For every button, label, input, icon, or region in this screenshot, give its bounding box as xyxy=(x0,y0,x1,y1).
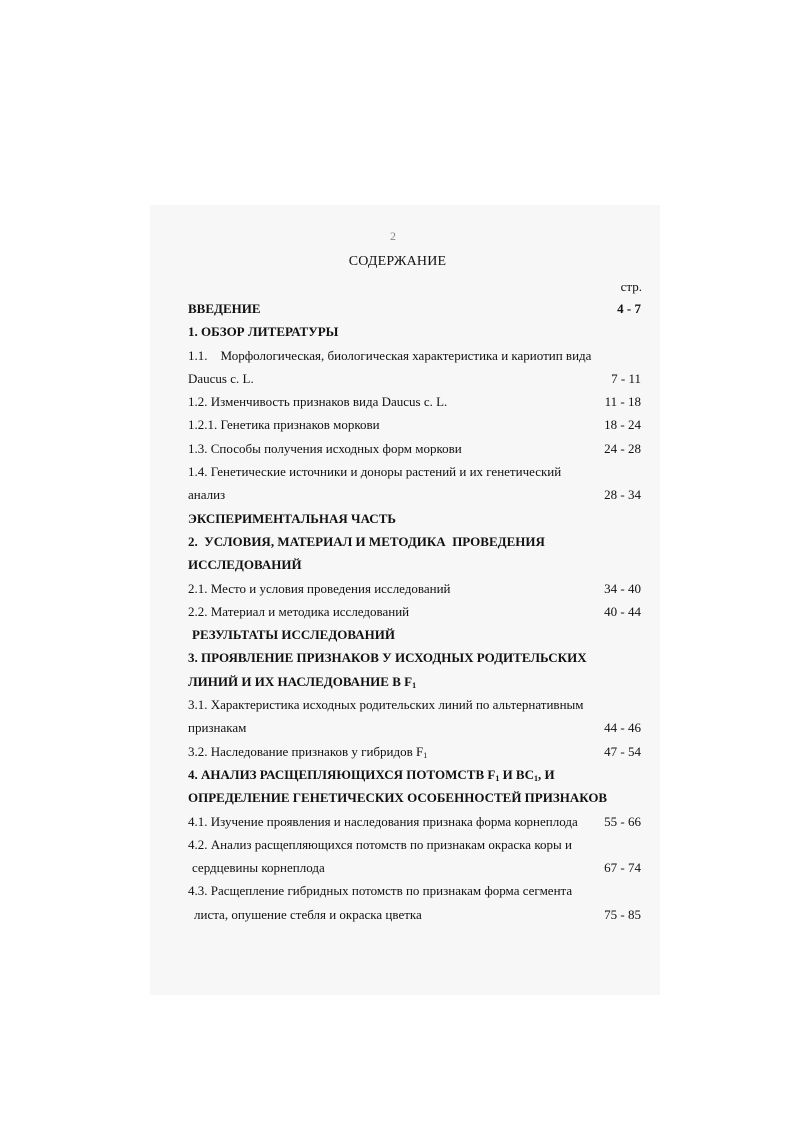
toc-entry xyxy=(188,483,641,506)
toc-entry xyxy=(188,367,641,390)
toc-entry xyxy=(188,786,641,809)
toc-entry-title: листа, опушение стебля и окраска цветка xyxy=(194,906,422,922)
toc-entry-title: 1.4. Генетические источники и доноры растений и их генетический xyxy=(188,464,562,480)
toc-entry-pages: 11 - 18 xyxy=(604,394,641,410)
toc-entry xyxy=(188,530,641,553)
toc-entry xyxy=(188,297,641,320)
toc-entry-pages: 7 - 11 xyxy=(611,370,641,386)
toc-entry xyxy=(188,623,641,646)
toc-entry-pages: 47 - 54 xyxy=(604,743,641,759)
toc-entry-title: ИССЛЕДОВАНИЙ xyxy=(188,557,302,573)
table-of-contents xyxy=(188,297,641,926)
toc-entry-title: 3.1. Характеристика исходных родительских линий по альтернативным xyxy=(188,697,584,713)
toc-entry-title: 3. ПРОЯВЛЕНИЕ ПРИЗНАКОВ У ИСХОДНЫХ РОДИТЕЛЬСКИХ xyxy=(188,650,587,666)
toc-entry-pages: 24 - 28 xyxy=(604,440,641,456)
toc-entry-pages: 67 - 74 xyxy=(604,860,641,876)
toc-entry xyxy=(188,577,641,600)
toc-entry-title: 1.2.1. Генетика признаков моркови xyxy=(188,417,380,433)
toc-entry xyxy=(188,693,641,716)
toc-entry-title: 1. ОБЗОР ЛИТЕРАТУРЫ xyxy=(188,324,339,340)
page-number: 2 xyxy=(390,229,396,243)
toc-entry xyxy=(188,646,641,669)
toc-entry-pages: 28 - 34 xyxy=(604,487,641,503)
toc-entry-title: РЕЗУЛЬТАТЫ ИССЛЕДОВАНИЙ xyxy=(192,627,395,643)
toc-entry-title: 4.2. Анализ расщепляющихся потомств по признакам окраска коры и xyxy=(188,836,572,852)
pages-column-label: стр. xyxy=(620,279,642,294)
toc-entry xyxy=(188,320,641,343)
toc-entry xyxy=(188,879,641,902)
toc-entry-title: ЭКСПЕРИМЕНТАЛЬНАЯ ЧАСТЬ xyxy=(188,510,396,526)
toc-entry xyxy=(188,507,641,530)
toc-entry-pages: 75 - 85 xyxy=(604,906,641,922)
toc-entry-title: 4.3. Расщепление гибридных потомств по признакам форма сегмента xyxy=(188,883,573,899)
toc-entry xyxy=(188,553,641,576)
toc-entry xyxy=(188,763,641,786)
toc-entry xyxy=(188,856,641,879)
toc-entry-title: признакам xyxy=(188,720,247,736)
toc-entry-title: Daucus c. L. xyxy=(188,370,254,386)
toc-entry xyxy=(188,390,641,413)
toc-entry-title: 4. АНАЛИЗ РАСЩЕПЛЯЮЩИХСЯ ПОТОМСТВ $F_1$ И $ВС_1$, И xyxy=(188,766,555,783)
toc-entry xyxy=(188,437,641,460)
toc-entry xyxy=(188,413,641,436)
toc-entry xyxy=(188,670,641,693)
toc-entry xyxy=(188,810,641,833)
toc-entry xyxy=(188,460,641,483)
toc-entry-title: сердцевины корнеплода xyxy=(192,860,325,876)
toc-entry-title: 1.1. Морфологическая, биологическая характеристика и кариотип вида xyxy=(188,347,592,363)
toc-entry xyxy=(188,716,641,739)
toc-entry-pages: 55 - 66 xyxy=(604,813,641,829)
toc-entry-title: 4.1. Изучение проявления и наследования признака форма корнеплода xyxy=(188,813,578,829)
toc-entry-title: 2.2. Материал и методика исследований xyxy=(188,603,410,619)
toc-entry-title: анализ xyxy=(188,487,226,503)
toc-entry-pages: 18 - 24 xyxy=(604,417,641,433)
toc-entry-title: 3.2. Наследование признаков у гибридов $F_1$ xyxy=(188,743,428,760)
page-title: СОДЕРЖАНИЕ xyxy=(348,254,447,269)
toc-entry-pages: 44 - 46 xyxy=(604,720,641,736)
toc-entry-title: ЛИНИЙ И ИХ НАСЛЕДОВАНИЕ В $F_1$ xyxy=(188,673,417,690)
toc-entry-pages: 34 - 40 xyxy=(604,580,641,596)
toc-entry xyxy=(188,600,641,623)
toc-entry xyxy=(188,344,641,367)
toc-entry xyxy=(188,740,641,763)
toc-entry-title: 1.3. Способы получения исходных форм моркови xyxy=(188,440,462,456)
toc-entry-pages: 4 - 7 xyxy=(617,301,641,316)
toc-entry xyxy=(188,833,641,856)
toc-entry-title: ОПРЕДЕЛЕНИЕ ГЕНЕТИЧЕСКИХ ОСОБЕННОСТЕЙ ПРИЗНАКОВ xyxy=(188,790,608,806)
toc-entry-pages: 40 - 44 xyxy=(604,603,641,619)
toc-entry-title: 2.1. Место и условия проведения исследований xyxy=(188,580,451,596)
toc-entry-title: 1.2. Изменчивость признаков вида Daucus c. L. xyxy=(188,394,448,410)
toc-entry-title: ВВЕДЕНИЕ xyxy=(188,301,261,316)
toc-entry-title: 2. УСЛОВИЯ, МАТЕРИАЛ И МЕТОДИКА ПРОВЕДЕНИЯ xyxy=(188,533,545,549)
toc-entry xyxy=(188,903,641,926)
